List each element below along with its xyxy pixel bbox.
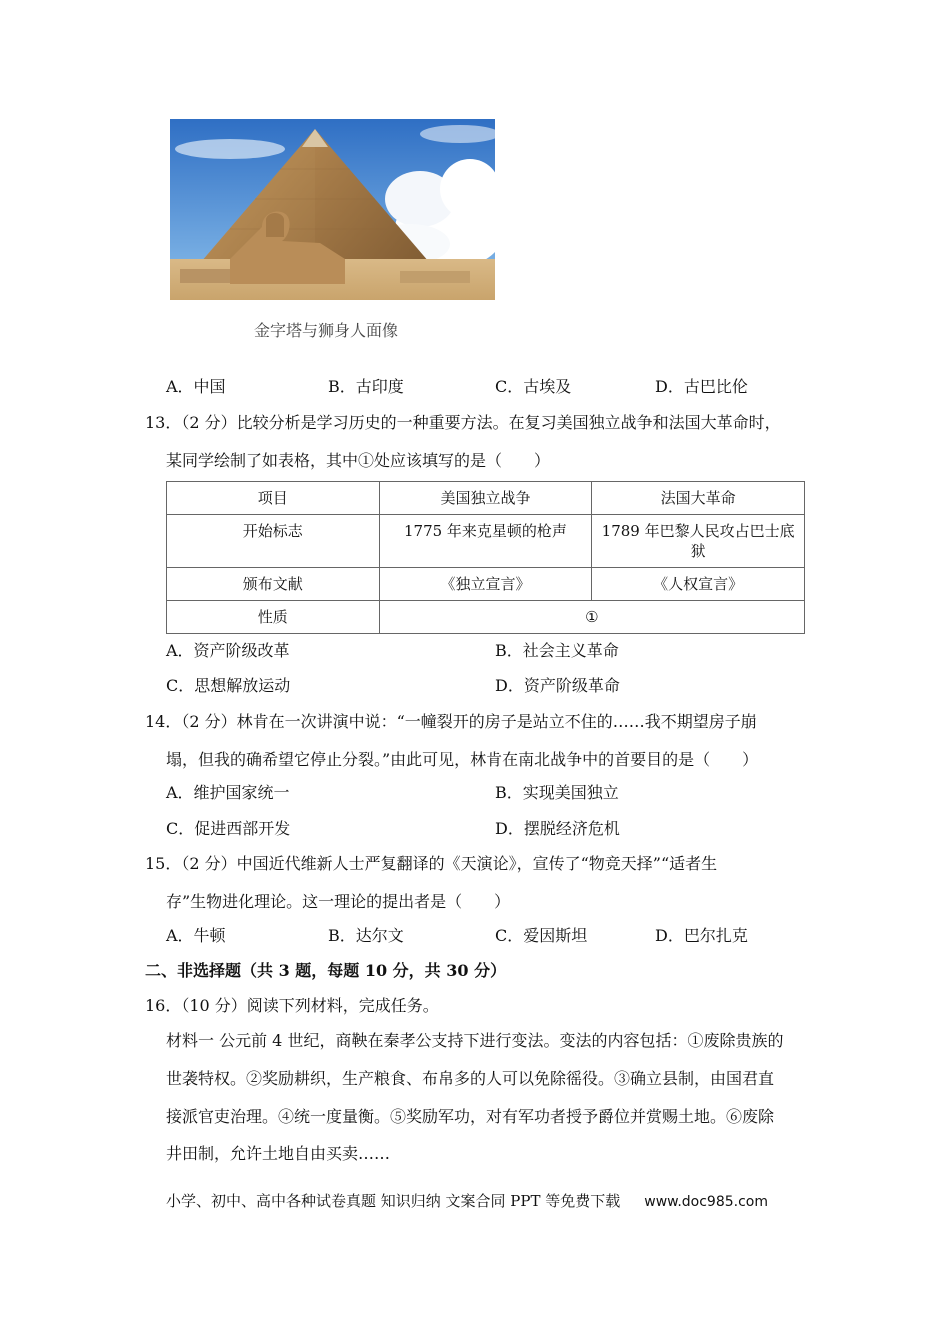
page-footer xyxy=(166,1191,768,1212)
q14-options-row1 xyxy=(0,783,950,803)
q13-option-c[interactable]: C．思想解放运动 xyxy=(166,676,291,695)
q12-option-b[interactable]: B．古印度 xyxy=(328,377,404,396)
q15-option-b[interactable]: B．达尔文 xyxy=(328,926,404,945)
section-heading: 二、非选择题（共 3 题，每题 10 分，共 30 分） xyxy=(145,961,507,980)
table-cell-answer-blank: ① xyxy=(379,601,804,634)
q14-stem-line1: 14．（2 分）林肯在一次讲演中说：“一幢裂开的房子是站立不住的……我不期望房子崩 xyxy=(145,712,757,731)
table-cell: 1775 年来克星顿的枪声 xyxy=(379,515,592,568)
q15-option-a[interactable]: A．牛顿 xyxy=(166,926,226,945)
table-row xyxy=(167,515,805,568)
table-cell: 开始标志 xyxy=(167,515,380,568)
q14-option-a[interactable]: A．维护国家统一 xyxy=(166,783,290,802)
table-row xyxy=(167,601,805,634)
q13-stem-line2: 某同学绘制了如表格，其中①处应该填写的是（ ） xyxy=(166,451,551,470)
q14-options-row2 xyxy=(0,819,950,839)
q16-material-line: 井田制，允许土地自由买卖…… xyxy=(166,1144,391,1163)
q12-option-d[interactable]: D．古巴比伦 xyxy=(655,377,748,396)
q14-option-c[interactable]: C．促进西部开发 xyxy=(166,819,291,838)
q15-option-c[interactable]: C．爱因斯坦 xyxy=(495,926,588,945)
table-cell: 1789 年巴黎人民攻占巴士底狱 xyxy=(592,515,805,568)
q15-stem-line1: 15．（2 分）中国近代维新人士严复翻译的《天演论》，宣传了“物竞天择”“适者生 xyxy=(145,854,718,873)
table-cell: 《人权宣言》 xyxy=(592,568,805,601)
q13-options-row1 xyxy=(0,641,950,661)
q16-stem: 16．（10 分）阅读下列材料，完成任务。 xyxy=(145,996,439,1015)
q12-options xyxy=(0,377,950,397)
q13-option-a[interactable]: A．资产阶级改革 xyxy=(166,641,290,660)
footer-text: 小学、初中、高中各种试卷真题 知识归纳 文案合同 PPT 等免费下载 xyxy=(166,1192,621,1210)
table-cell: 颁布文献 xyxy=(167,568,380,601)
q13-option-d[interactable]: D．资产阶级革命 xyxy=(495,676,620,695)
q14-option-d[interactable]: D．摆脱经济危机 xyxy=(495,819,620,838)
q15-option-d[interactable]: D．巴尔扎克 xyxy=(655,926,748,945)
table-cell: 《独立宣言》 xyxy=(379,568,592,601)
table-row xyxy=(167,568,805,601)
table-header-cell: 项目 xyxy=(167,482,380,515)
q15-stem-line2: 存”生物进化理论。这一理论的提出者是（ ） xyxy=(166,892,511,911)
q12-option-c[interactable]: C．古埃及 xyxy=(495,377,572,396)
q13-options-row2 xyxy=(0,676,950,696)
q13-stem-line1: 13．（2 分）比较分析是学习历史的一种重要方法。在复习美国独立战争和法国大革命时， xyxy=(145,413,781,432)
footer-url[interactable]: www.doc985.com xyxy=(644,1194,769,1210)
pyramid-sphinx-photo xyxy=(170,119,495,300)
table-cell: 性质 xyxy=(167,601,380,634)
figure-caption: 金字塔与狮身人面像 xyxy=(254,321,399,340)
q16-material-line: 世袭特权。②奖励耕织，生产粮食、布帛多的人可以免除徭役。③确立县制，由国君直 xyxy=(166,1069,775,1088)
q16-material-line: 材料一 公元前 4 世纪，商鞅在秦孝公支持下进行变法。变法的内容包括：①废除贵族的 xyxy=(166,1031,784,1050)
q12-option-a[interactable]: A．中国 xyxy=(166,377,226,396)
q14-stem-line2: 塌，但我的确希望它停止分裂。”由此可见，林肯在南北战争中的首要目的是（ ） xyxy=(166,750,759,769)
q13-option-b[interactable]: B．社会主义革命 xyxy=(495,641,619,660)
table-header-cell: 美国独立战争 xyxy=(379,482,592,515)
q14-option-b[interactable]: B．实现美国独立 xyxy=(495,783,619,802)
q15-options xyxy=(0,926,950,946)
table-header-cell: 法国大革命 xyxy=(592,482,805,515)
q16-material-line: 接派官吏治理。④统一度量衡。⑤奖励军功，对有军功者授予爵位并赏赐土地。⑥废除 xyxy=(166,1107,775,1126)
table-header-row xyxy=(167,482,805,515)
comparison-table xyxy=(166,481,805,634)
